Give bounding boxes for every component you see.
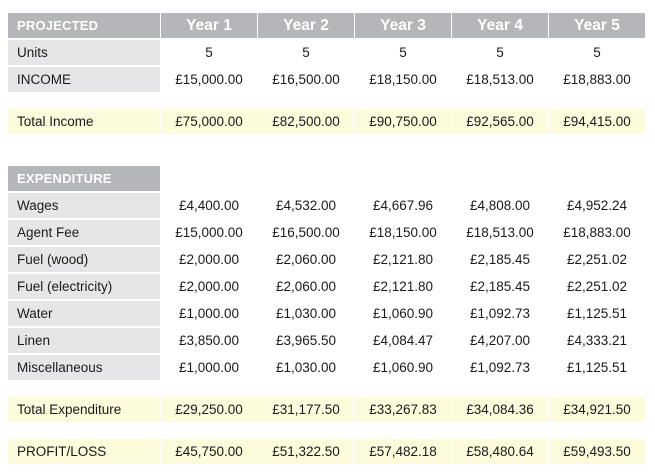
profit-loss-row bbox=[8, 438, 649, 465]
expenditure-header: EXPENDITURE bbox=[8, 166, 160, 191]
row-label: Water bbox=[8, 301, 160, 326]
units-year-1: 5 bbox=[161, 40, 257, 65]
cell: £1,030.00 bbox=[258, 301, 354, 326]
cell: £16,500.00 bbox=[258, 220, 354, 245]
cell: £2,251.02 bbox=[549, 274, 645, 299]
cell: £4,532.00 bbox=[258, 193, 354, 218]
row-label: Fuel (electricity) bbox=[8, 274, 160, 299]
year-5-header: Year 5 bbox=[549, 13, 645, 38]
income-year-1: £15,000.00 bbox=[161, 67, 257, 92]
row-label: Linen bbox=[8, 328, 160, 353]
row-label: Total Income bbox=[8, 109, 160, 134]
total-expenditure-row bbox=[8, 396, 649, 423]
total-expenditure-year-2: £31,177.50 bbox=[258, 397, 354, 422]
total-income-year-1: £75,000.00 bbox=[161, 109, 257, 134]
row-label: Total Expenditure bbox=[8, 397, 160, 422]
projection-table bbox=[8, 12, 649, 465]
cell: £1,125.51 bbox=[549, 301, 645, 326]
table-header-row bbox=[8, 12, 649, 39]
row-label: Wages bbox=[8, 193, 160, 218]
total-expenditure-year-3: £33,267.83 bbox=[355, 397, 451, 422]
cell: £1,060.90 bbox=[355, 355, 451, 380]
cell: £1,060.90 bbox=[355, 301, 451, 326]
year-3-header: Year 3 bbox=[355, 13, 451, 38]
year-2-header: Year 2 bbox=[258, 13, 354, 38]
cell: £2,251.02 bbox=[549, 247, 645, 272]
cell: £2,000.00 bbox=[161, 274, 257, 299]
cell: £2,060.00 bbox=[258, 247, 354, 272]
cell: £4,808.00 bbox=[452, 193, 548, 218]
cell: £18,150.00 bbox=[355, 220, 451, 245]
cell: £2,000.00 bbox=[161, 247, 257, 272]
total-income-year-4: £92,565.00 bbox=[452, 109, 548, 134]
units-year-3: 5 bbox=[355, 40, 451, 65]
cell: £3,965.50 bbox=[258, 328, 354, 353]
cell: £15,000.00 bbox=[161, 220, 257, 245]
table-row bbox=[8, 300, 649, 327]
cell: £2,185.45 bbox=[452, 274, 548, 299]
cell: £4,400.00 bbox=[161, 193, 257, 218]
projected-header: PROJECTED bbox=[8, 13, 160, 38]
cell: £3,850.00 bbox=[161, 328, 257, 353]
cell: £1,092.73 bbox=[452, 355, 548, 380]
cell: £2,121.80 bbox=[355, 247, 451, 272]
row-label: INCOME bbox=[8, 67, 160, 92]
year-1-header: Year 1 bbox=[161, 13, 257, 38]
cell: £2,185.45 bbox=[452, 247, 548, 272]
row-label: Agent Fee bbox=[8, 220, 160, 245]
row-label: Fuel (wood) bbox=[8, 247, 160, 272]
total-income-year-3: £90,750.00 bbox=[355, 109, 451, 134]
cell: £4,207.00 bbox=[452, 328, 548, 353]
units-year-5: 5 bbox=[549, 40, 645, 65]
total-income-year-5: £94,415.00 bbox=[549, 109, 645, 134]
table-row bbox=[8, 192, 649, 219]
expenditure-header-row bbox=[8, 165, 649, 192]
row-label: Miscellaneous bbox=[8, 355, 160, 380]
income-year-4: £18,513.00 bbox=[452, 67, 548, 92]
total-income-year-2: £82,500.00 bbox=[258, 109, 354, 134]
cell: £2,121.80 bbox=[355, 274, 451, 299]
units-year-2: 5 bbox=[258, 40, 354, 65]
cell: £1,000.00 bbox=[161, 301, 257, 326]
total-expenditure-year-4: £34,084.36 bbox=[452, 397, 548, 422]
cell: £4,084.47 bbox=[355, 328, 451, 353]
cell: £18,513.00 bbox=[452, 220, 548, 245]
profit-loss-year-1: £45,750.00 bbox=[161, 439, 257, 464]
profit-loss-year-2: £51,322.50 bbox=[258, 439, 354, 464]
cell: £4,667.96 bbox=[355, 193, 451, 218]
spacer bbox=[8, 135, 649, 165]
cell: £1,092.73 bbox=[452, 301, 548, 326]
income-year-2: £16,500.00 bbox=[258, 67, 354, 92]
income-row bbox=[8, 66, 649, 93]
cell: £4,333.21 bbox=[549, 328, 645, 353]
units-year-4: 5 bbox=[452, 40, 548, 65]
table-row bbox=[8, 327, 649, 354]
spacer bbox=[8, 423, 649, 438]
total-expenditure-year-5: £34,921.50 bbox=[549, 397, 645, 422]
row-label: Units bbox=[8, 40, 160, 65]
cell: £2,060.00 bbox=[258, 274, 354, 299]
profit-loss-year-4: £58,480.64 bbox=[452, 439, 548, 464]
profit-loss-year-3: £57,482.18 bbox=[355, 439, 451, 464]
spacer bbox=[8, 93, 649, 108]
cell: £4,952.24 bbox=[549, 193, 645, 218]
income-year-5: £18,883.00 bbox=[549, 67, 645, 92]
cell: £1,125.51 bbox=[549, 355, 645, 380]
total-income-row bbox=[8, 108, 649, 135]
table-row bbox=[8, 273, 649, 300]
units-row bbox=[8, 39, 649, 66]
profit-loss-year-5: £59,493.50 bbox=[549, 439, 645, 464]
year-4-header: Year 4 bbox=[452, 13, 548, 38]
table-row bbox=[8, 219, 649, 246]
cell: £1,030.00 bbox=[258, 355, 354, 380]
table-row bbox=[8, 354, 649, 381]
income-year-3: £18,150.00 bbox=[355, 67, 451, 92]
total-expenditure-year-1: £29,250.00 bbox=[161, 397, 257, 422]
row-label: PROFIT/LOSS bbox=[8, 439, 160, 464]
table-row bbox=[8, 246, 649, 273]
spacer bbox=[8, 381, 649, 396]
cell: £1,000.00 bbox=[161, 355, 257, 380]
cell: £18,883.00 bbox=[549, 220, 645, 245]
